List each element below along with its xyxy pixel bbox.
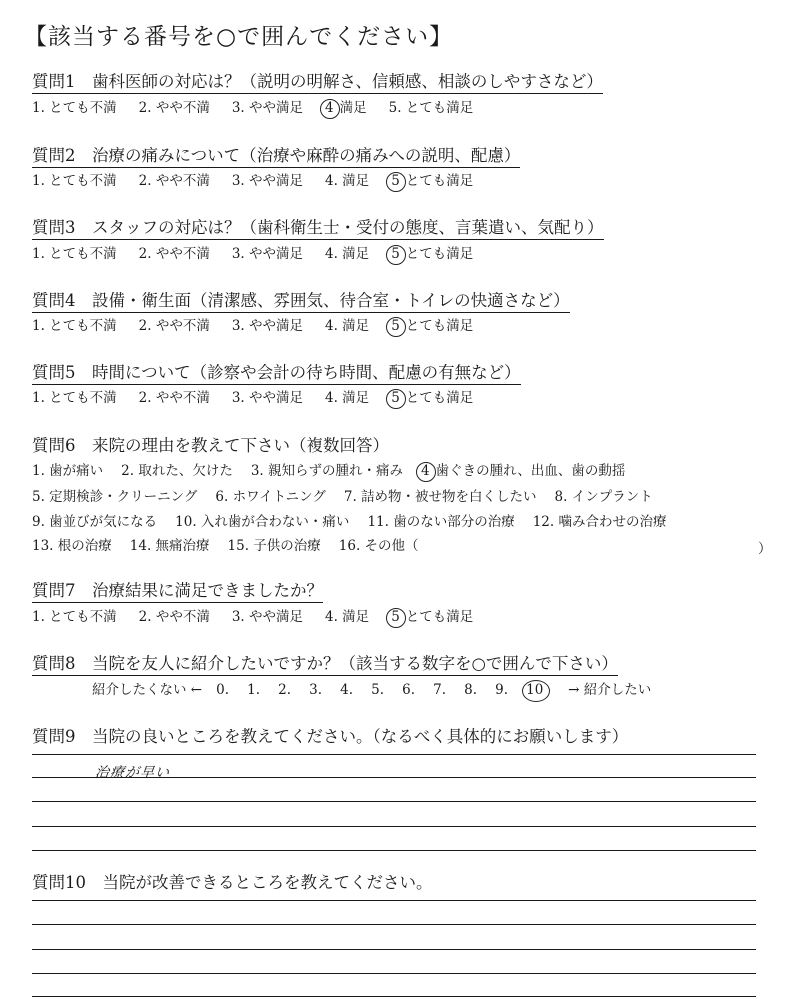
q6-option-4-circled[interactable] [421,462,430,480]
q7-option-1[interactable]: 1. とても不満 [32,609,117,625]
q6-option-12[interactable]: 12. 噛み合わせの治療 [532,514,667,530]
q1-option-4-circled[interactable] [325,99,334,117]
question-6-title: 質問6 来院の理由を教えて下さい（複数回答） [32,436,389,455]
question-4-options [32,317,495,335]
question-2-title: 質問2 治療の痛みについて（治療や麻酔の痛みへの説明、配慮） [32,146,520,168]
q8-scale-7[interactable]: 7. [433,682,446,698]
q8-scale-10-number: 10 [526,682,544,698]
q8-scale-2[interactable]: 2. [278,682,291,698]
q10-answer-line-3[interactable] [32,949,756,950]
q6-option-10[interactable]: 10. 入れ歯が合わない・痛い [175,514,350,530]
q2-option-2[interactable]: 2. やや不満 [138,173,210,189]
q6-option-13[interactable]: 13. 根の治療 [32,538,112,554]
q9-handwritten-answer: 治療が早い [94,765,171,781]
question-5-options [32,389,495,407]
q4-option-1[interactable]: 1. とても不満 [32,318,117,334]
q3-option-1[interactable]: 1. とても不満 [32,246,117,262]
q1-option-3[interactable]: 3. やや満足 [231,100,304,116]
q4-option-5-number: 5 [391,318,400,334]
question-2-options [32,172,495,190]
q7-option-5-label: とても満足 [405,609,474,625]
q4-option-5-label: とても満足 [405,318,474,334]
question-9-title: 質問9 当院の良いところを教えてください。（なるべく具体的にお願いします） [32,727,629,746]
q6-option-7[interactable]: 7. 詰め物・被せ物を白くしたい [343,489,537,505]
q8-left-label: 紹介したくない ← [92,682,203,698]
question-3-title: 質問3 スタッフの対応は？（歯科衛生士・受付の態度、言葉遣い、気配り） [32,218,604,240]
q9-answer-line-1[interactable] [32,754,756,755]
q9-answer-line-3[interactable] [32,801,756,802]
q1-option-4-label: 満足 [339,100,367,116]
q9-answer-line-2[interactable] [32,777,756,778]
q2-option-5-number: 5 [391,173,400,189]
q2-option-5-circled[interactable] [391,172,400,190]
q6-option-3[interactable]: 3. 親知らずの腫れ・痛み [250,463,404,479]
q6-option-9[interactable]: 9. 歯並びが気になる [32,514,158,530]
q4-option-5-circled[interactable] [391,317,400,335]
q6-option-16[interactable]: 16. その他（ [338,538,419,554]
question-7-title: 質問7 治療結果に満足できましたか？ [32,581,323,603]
q5-option-1[interactable]: 1. とても不満 [32,390,117,406]
q9-answer-line-5[interactable] [32,850,756,851]
q6-other-close-paren: ） [758,541,772,557]
q10-answer-line-1[interactable] [32,900,756,901]
q8-scale-3[interactable]: 3. [309,682,322,698]
q5-option-5-number: 5 [391,390,400,406]
question-6-row-2 [32,488,671,506]
question-1-options [32,99,495,117]
question-8-scale [92,681,651,699]
q3-option-5-label: とても満足 [405,246,474,262]
q8-scale-9[interactable]: 9. [495,682,508,698]
q10-answer-line-5[interactable] [32,996,756,997]
question-4-title: 質問4 設備・衛生面（清潔感、雰囲気、待合室・トイレの快適さなど） [32,291,570,313]
q7-option-3[interactable]: 3. やや満足 [231,609,304,625]
form-heading: 【該当する番号を○で囲んでください】 [24,24,454,50]
q7-option-2[interactable]: 2. やや不満 [138,609,210,625]
question-6-row-1 [32,462,643,480]
q6-option-6[interactable]: 6. ホワイトニング [215,489,326,505]
q3-option-5-circled[interactable] [391,245,400,263]
q8-scale-6[interactable]: 6. [402,682,415,698]
q9-answer-line-4[interactable] [32,826,756,827]
q5-option-3[interactable]: 3. やや満足 [231,390,304,406]
q6-option-11[interactable]: 11. 歯のない部分の治療 [367,514,515,530]
question-6-row-4 [32,537,437,555]
q8-scale-0[interactable]: 0. [216,682,229,698]
q2-option-3[interactable]: 3. やや満足 [231,173,304,189]
q8-scale-1[interactable]: 1. [247,682,260,698]
q5-option-4[interactable]: 4. 満足 [325,390,370,406]
q5-option-5-label: とても満足 [405,390,474,406]
q4-option-2[interactable]: 2. やや不満 [138,318,210,334]
q10-answer-line-4[interactable] [32,973,756,974]
question-10-title: 質問10 当院が改善できるところを教えてください。 [32,873,433,892]
q5-option-2[interactable]: 2. やや不満 [138,390,210,406]
q7-option-4[interactable]: 4. 満足 [325,609,370,625]
q6-option-8[interactable]: 8. インプラント [554,489,653,505]
q2-option-4[interactable]: 4. 満足 [325,173,370,189]
q4-option-4[interactable]: 4. 満足 [325,318,370,334]
q3-option-2[interactable]: 2. やや不満 [138,246,210,262]
q8-right-label: → 紹介したい [568,682,652,698]
q7-option-5-circled[interactable] [391,608,400,626]
q3-option-5-number: 5 [391,246,400,262]
q8-scale-8[interactable]: 8. [464,682,477,698]
q3-option-4[interactable]: 4. 満足 [325,246,370,262]
q6-option-5[interactable]: 5. 定期検診・クリーニング [32,489,198,505]
q8-scale-4[interactable]: 4. [340,682,353,698]
q6-option-4-label: 歯ぐきの腫れ、出血、歯の動揺 [435,463,626,479]
q1-option-5[interactable]: 5. とても満足 [388,100,474,116]
q2-option-5-label: とても満足 [405,173,474,189]
q3-option-3[interactable]: 3. やや満足 [231,246,304,262]
question-5-title: 質問5 時間について（診察や会計の待ち時間、配慮の有無など） [32,363,521,385]
q8-scale-10-circled[interactable] [526,681,568,699]
q1-option-4-number: 4 [325,100,334,116]
q6-option-2[interactable]: 2. 取れた、欠けた [121,463,233,479]
question-8-title: 質問8 当院を友人に紹介したいですか？（該当する数字を○で囲んで下さい） [32,654,618,676]
q6-option-4-number: 4 [421,463,430,479]
question-7-options [32,608,495,626]
q7-option-5-number: 5 [391,609,400,625]
q6-option-15[interactable]: 15. 子供の治療 [227,538,321,554]
q1-option-2[interactable]: 2. やや不満 [138,100,210,116]
q6-option-1[interactable]: 1. 歯が痛い [32,463,104,479]
question-1-title: 質問1 歯科医師の対応は？（説明の明解さ、信頼感、相談のしやすさなど） [32,72,603,94]
question-6-row-3 [32,513,684,531]
q5-option-5-circled[interactable] [391,389,400,407]
q10-answer-line-2[interactable] [32,924,756,925]
q4-option-3[interactable]: 3. やや満足 [231,318,304,334]
q2-option-1[interactable]: 1. とても不満 [32,173,117,189]
question-3-options [32,245,495,263]
q8-scale-5[interactable]: 5. [371,682,384,698]
q6-option-14[interactable]: 14. 無痛治療 [129,538,210,554]
q1-option-1[interactable]: 1. とても不満 [32,100,117,116]
